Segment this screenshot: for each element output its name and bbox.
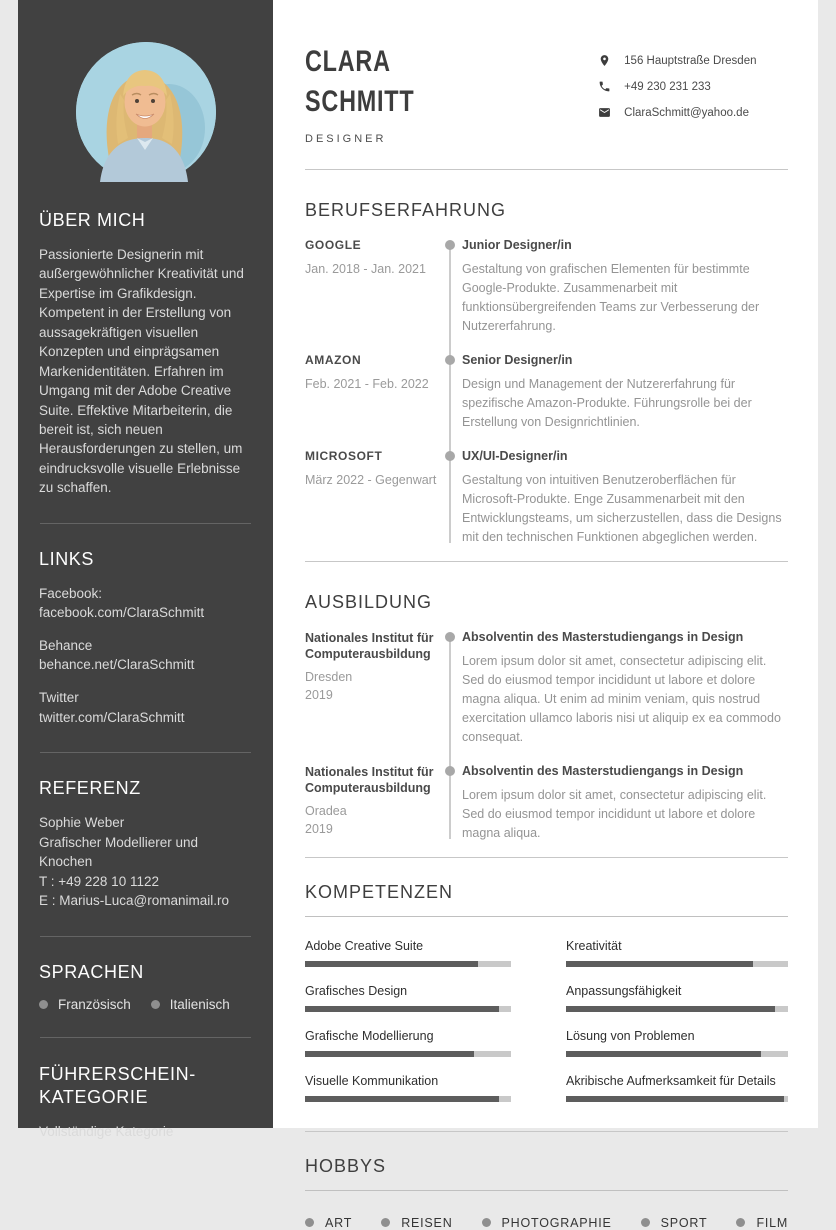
link-url[interactable]: facebook.com/ClaraSchmitt [39,605,205,621]
contact-address-text: 156 Hauptstraße Dresden [624,54,757,67]
section-divider [305,169,788,170]
company-name: GOOGLE [305,237,362,252]
links-title: LINKS [39,548,95,569]
skill-label: Grafisches Design [305,983,408,998]
hobby-label: FILM [756,1215,789,1230]
hobby-item [482,1216,612,1230]
skills-grid [305,939,788,1119]
section-education [305,592,788,843]
profile-photo-illustration [76,42,216,182]
skill-bar-fill [566,1006,775,1012]
job-description: Design und Management der Nutzererfahrung für spezifische Amazon-Produkte. Führungsrolle bei der Erstellung von Designrichtlinien. [462,376,752,429]
location-pin-icon [598,54,611,67]
skill-label: Lösung von Problemen [566,1028,695,1043]
skill-bar-fill [566,1051,761,1057]
hobby-label: REISEN [401,1215,453,1230]
contact-email-text[interactable]: ClaraSchmitt@yahoo.de [624,106,749,119]
section-hobbies [305,1156,788,1230]
skill-label: Visuelle Kommunikation [305,1073,439,1088]
degree-description: Lorem ipsum dolor sit amet, consectetur adipiscing elit. Sed do eiusmod tempor incididunt ut labore et dolore magna aliqua. Ut enim ad minim veniam, quis nostrud exercitation ullamco laboris nisi ut aliquip ex ea commodo consequat. [462,653,781,744]
sidebar-divider [40,1037,251,1038]
company-name: AMAZON [305,352,362,367]
job-title: Senior Designer/in [462,352,573,367]
section-divider [305,561,788,562]
skill-bar [566,1006,788,1012]
skill-bar-fill [566,1096,784,1102]
skill-bar [566,961,788,967]
license-text: Vollständige Kategorie [39,1123,174,1139]
skill-item [305,984,511,1012]
reference-email[interactable]: E : Marius-Luca@romanimail.ro [39,893,230,909]
job-title: Junior Designer/in [462,237,572,252]
hobby-item [305,1216,352,1230]
experience-entry [305,238,788,336]
bullet-dot-icon [482,1218,491,1227]
timeline-dot-icon [445,355,455,365]
education-title: AUSBILDUNG [305,591,433,612]
skill-item [305,1029,511,1057]
reference-title: REFERENZ [39,778,141,799]
entry-left [305,764,438,843]
skill-item [305,1074,511,1102]
skill-bar-fill [305,961,478,967]
skill-item [566,1074,788,1102]
hobby-item [641,1216,708,1230]
license-title: FÜHRERSCHEIN-KATEGORIE [39,1063,196,1108]
reference-position: Grafischer Modellierer und Knochen [39,834,199,870]
entry-right [462,449,788,547]
school-location: Oradea [305,804,347,819]
bullet-dot-icon [641,1218,650,1227]
timeline-line [449,245,451,543]
phone-icon [598,80,611,93]
degree-title: Absolventin des Masterstudiengangs in Design [462,763,744,778]
skills-column-left [305,939,511,1119]
sidebar-section-license [39,1063,252,1141]
timeline-dot-icon [445,451,455,461]
sidebar-section-links [39,549,252,727]
graduation-year: 2019 [305,687,333,702]
skill-bar-fill [305,1006,499,1012]
entry-right [462,630,788,747]
section-divider [305,857,788,858]
languages-list [39,997,252,1012]
skills-title: KOMPETENZEN [305,882,788,917]
skills-column-right [566,939,788,1119]
hobby-item [381,1216,452,1230]
link-url[interactable]: twitter.com/ClaraSchmitt [39,709,185,725]
hobbies-list [305,1216,788,1230]
graduation-year: 2019 [305,821,333,836]
link-label: Behance [39,637,93,653]
skill-bar [305,1051,511,1057]
job-title: UX/UI-Designer/in [462,448,568,463]
skill-label: Akribische Aufmerksamkeit für Details [566,1073,776,1088]
hobby-label: ART [325,1215,353,1230]
period: März 2022 - Gegenwart [305,472,437,487]
link-url[interactable]: behance.net/ClaraSchmitt [39,657,195,673]
language-item [151,997,230,1012]
sidebar-divider [40,523,251,524]
sidebar-section-languages [39,962,252,1012]
hobby-label: PHOTOGRAPHIE [501,1215,612,1230]
degree-description: Lorem ipsum dolor sit amet, consectetur adipiscing elit. Sed do eiusmod tempor incididunt ut labore et dolore magna aliqua. [462,787,767,840]
skill-bar [305,1006,511,1012]
link-facebook [39,584,252,623]
entry-left [305,630,438,747]
skill-label: Adobe Creative Suite [305,938,424,953]
hobbies-title: HOBBYS [305,1156,788,1191]
hobby-label: SPORT [660,1215,708,1230]
entry-left [305,449,438,547]
skill-label: Grafische Modellierung [305,1028,434,1043]
skill-bar [566,1096,788,1102]
sidebar-divider [40,936,251,937]
reference-phone: T : +49 228 10 1122 [39,873,159,889]
period: Feb. 2021 - Feb. 2022 [305,376,429,391]
link-label: Twitter [39,689,79,705]
skill-item [566,1029,788,1057]
education-entry [305,764,788,843]
contact-email [598,106,788,119]
experience-entry [305,449,788,547]
company-name: MICROSOFT [305,448,383,463]
skill-bar-fill [305,1096,499,1102]
contact-block [598,54,788,145]
section-skills [305,882,788,1119]
skill-label: Anpassungsfähigkeit [566,983,682,998]
education-entries [305,630,788,843]
skill-bar [305,961,511,967]
period: Jan. 2018 - Jan. 2021 [305,261,426,276]
language-label: Italienisch [169,996,230,1012]
school-location: Dresden [305,670,353,685]
bullet-dot-icon [736,1218,745,1227]
school-name: Nationales Institut für Computerausbildung [305,764,434,796]
sidebar-section-reference [39,778,252,911]
name-block [305,42,598,145]
timeline-line [449,637,451,839]
resume-header [305,42,788,145]
bullet-dot-icon [151,1000,160,1009]
education-entry [305,630,788,747]
last-name: SCHMITT [305,84,415,118]
skill-item [566,939,788,967]
main-content [273,0,836,1230]
sidebar-divider [40,752,251,753]
school-name: Nationales Institut für Computerausbildung [305,630,434,662]
hobby-item [736,1216,788,1230]
link-behance [39,636,252,675]
section-divider [305,1131,788,1132]
contact-phone [598,80,788,93]
skill-bar-fill [566,961,753,967]
languages-title: SPRACHEN [39,961,144,982]
timeline-dot-icon [445,632,455,642]
about-title: ÜBER MICH [39,210,146,230]
skill-label: Kreativität [566,938,622,953]
skill-item [305,939,511,967]
job-description: Gestaltung von grafischen Elementen für bestimmte Google-Produkte. Zusammenarbeit mit funktionsübergreifenden Teams zur Verbesserung der Nutzererfahrung. [462,261,760,333]
skill-item [566,984,788,1012]
role-label: DESIGNER [305,132,387,145]
link-label: Facebook: [39,585,103,601]
timeline-dot-icon [445,766,455,776]
bullet-dot-icon [381,1218,390,1227]
bullet-dot-icon [39,1000,48,1009]
envelope-icon [598,106,611,119]
sidebar-section-about [39,210,252,498]
contact-address [598,54,788,67]
entry-left [305,238,438,336]
skill-bar [566,1051,788,1057]
profile-photo [76,42,216,182]
entry-left [305,353,438,432]
about-text: Passionierte Designerin mit außergewöhnlicher Kreativität und Expertise im Grafikdesign. Kompetent in der Erstellung von aussagekräftigen visuellen Konzepten und einprägsamen Markenidentitäten. Erfahren im Umgang mit der Adobe Creative Suite. Effektive Mitarbeiterin, die bereit ist, sich neuen Herausforderungen zu stellen, um eindrucksvolle visuelle Erlebnisse zu schaffen. [39,247,244,496]
sidebar [18,0,273,1139]
bullet-dot-icon [305,1218,314,1227]
language-label: Französisch [58,996,131,1012]
timeline-dot-icon [445,240,455,250]
contact-phone-text: +49 230 231 233 [624,80,711,93]
language-item [39,997,131,1012]
section-experience [305,200,788,547]
skill-bar-fill [305,1051,474,1057]
skill-bar [305,1096,511,1102]
experience-entry [305,353,788,432]
link-twitter [39,688,252,727]
degree-title: Absolventin des Masterstudiengangs in Design [462,629,744,644]
first-name: CLARA [305,45,391,78]
experience-entries [305,238,788,547]
entry-right [462,764,788,843]
job-description: Gestaltung von intuitiven Benutzeroberflächen für Microsoft-Produkte. Enge Zusammenarbeit mit den Entwicklungsteams, um sicherzustellen, dass die Designs mit den technischen Funktionen abgeglichen werden. [462,472,782,544]
entry-right [462,353,788,432]
resume-page [18,0,818,1230]
experience-title: BERUFSERFAHRUNG [305,199,507,220]
reference-name: Sophie Weber [39,815,125,831]
entry-right [462,238,788,336]
